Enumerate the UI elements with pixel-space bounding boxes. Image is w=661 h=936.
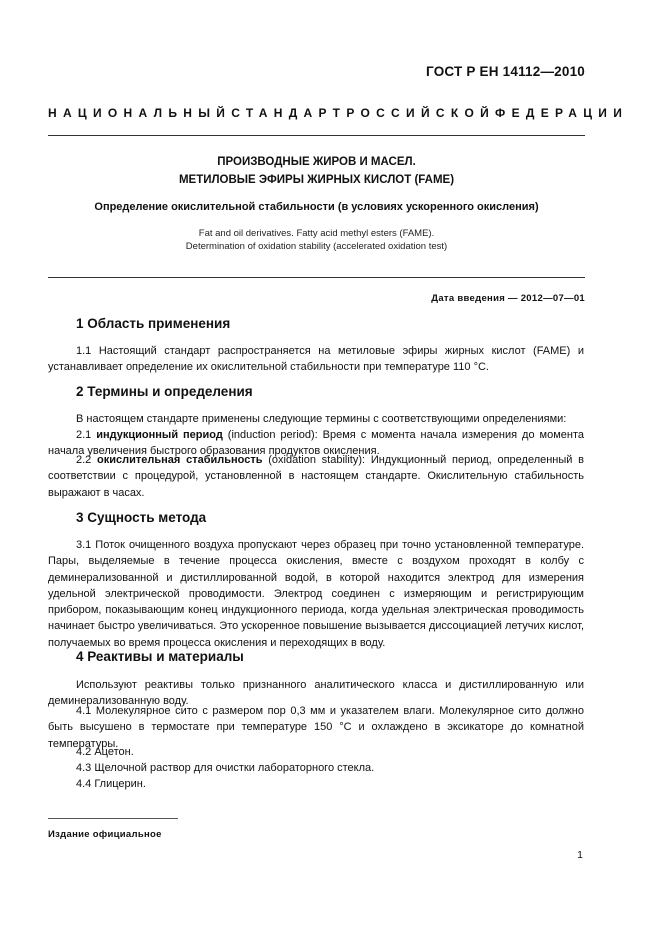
title-line-2: МЕТИЛОВЫЕ ЭФИРЫ ЖИРНЫХ КИСЛОТ (FAME) [178,174,455,186]
section-3-heading: 3 Сущность метода [76,510,207,525]
section-2-2-text [48,452,584,501]
page-number: 1 [577,849,583,861]
section-4-1-text: 4.1 Молекулярное сито с размером пор 0,3 мм и указателем влаги. Молекулярное сито должно быть высушено в термостате при температуре 150 °С и охлаждено в эксикаторе до комнатной температуры. [48,705,584,750]
banner-word: НАЦИОНАЛЬНЫЙ [48,106,232,120]
effective-date: Дата введения — 2012—07—01 [431,293,585,304]
section-4-intro: Используют реактивы только признанного аналитического класса и дистиллированную или деминерализованную воду. [48,679,584,708]
section-1-heading: 1 Область применения [76,316,231,331]
header-divider [48,135,585,136]
section-4-heading: 4 Реактивы и материалы [76,649,244,664]
title-line-1: ПРОИЗВОДНЫЕ ЖИРОВ И МАСЕЛ. [217,156,416,168]
document-code: ГОСТ Р ЕН 14112—2010 [426,64,585,79]
section-2-intro: В настоящем стандарте применены следующие термины с соответствующими определениями: [76,413,567,425]
clause-number: 2.1 [76,429,92,441]
banner-word: СТАНДАРТ [231,106,347,120]
national-standard-banner [48,106,629,120]
section-4-3-text: 4.3 Щелочной раствор для очистки лабораторного стекла. [76,762,375,774]
english-title-line-2: Determination of oxidation stability (accelerated oxidation test) [185,241,448,252]
footer-divider [48,818,178,819]
section-3-1-text: 3.1 Поток очищенного воздуха пропускают через образец при точно установленной температуре. Пары, выделяемые в течение процесса окисления, вместе с воздухом проходят в колбу с деминерализованной и дистиллированной водой, в которой находится электрод для измерения удельной электрической проводимости. Электрод соединен с измеряющим и регистрирующим прибором, показывающим конец индукционного периода, когда удельная электрическая проводимость начинает быстро увеличиваться. Это ускоренное повышение вызывается диссоциацией летучих кислот, получаемых во время процесса окисления и переходящих в воду. [48,539,584,649]
term: индукционный период [96,429,223,441]
section-4-2-text: 4.2 Ацетон. [76,746,134,758]
english-title-line-1: Fat and oil derivatives. Fatty acid methyl esters (FAME). [198,228,435,239]
section-4-4-text: 4.4 Глицерин. [76,778,146,790]
term: окислительная стабильность [97,454,263,466]
definition: (induction period): Время с момента начала измерения до момента начала увеличения быстрого образования продуктов окисления. [48,429,584,458]
banner-word: РОССИЙСКОЙ [346,106,496,120]
banner-word: ФЕДЕРАЦИИ [495,106,629,120]
section-2-heading: 2 Термины и определения [76,384,253,399]
subtitle: Определение окислительной стабильности (в условиях ускоренного окисления) [94,201,539,213]
section-1-1-text: 1.1 Настоящий стандарт распространяется на метиловые эфиры жирных кислот (FAME) и устанавливает определение их окислительной стабильности при температуре 110 °С. [48,345,584,374]
title-divider [48,277,585,278]
definition: (oxidation stability): Индукционный период, определенный в соответствии с процедурой, установленной в настоящем стандарте. Окислительную стабильность выражают в часах. [48,454,585,499]
clause-number: 2.2 [76,454,92,466]
edition-note: Издание официальное [48,829,162,840]
